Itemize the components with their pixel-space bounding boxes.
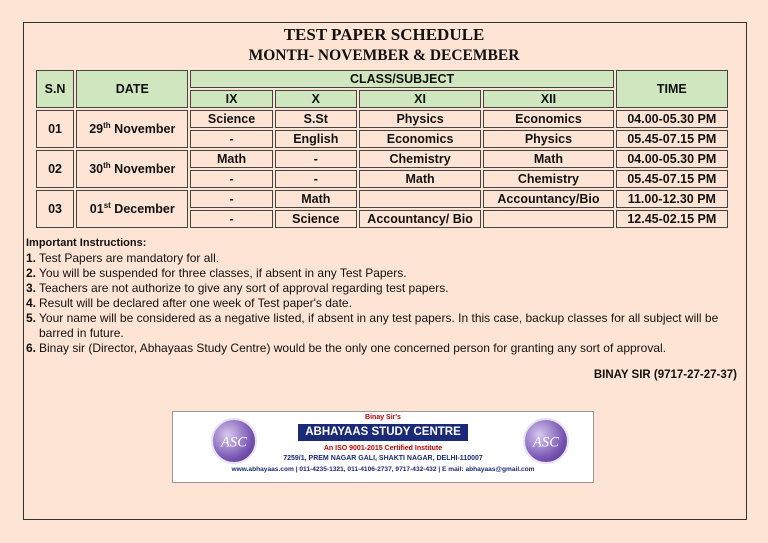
instructions <box>26 236 746 356</box>
cell-ix: - <box>190 210 272 228</box>
address-line: 7259/1, PREM NAGAR GALI, SHAKTI NAGAR, DELHI-110007 <box>283 455 483 462</box>
instruction-text: Result will be declared after one week of Test paper's date. <box>39 296 352 310</box>
table-row <box>36 190 728 208</box>
header-class-xi: XI <box>359 90 481 108</box>
table-row <box>36 150 728 168</box>
header-class-x: X <box>275 90 357 108</box>
cell-xi: Accountancy/ Bio <box>359 210 481 228</box>
cell-x: Science <box>275 210 357 228</box>
instruction-number: 2. <box>26 266 37 280</box>
cell-x: S.St <box>275 110 357 128</box>
cell-xi: Math <box>359 170 481 188</box>
cell-x: English <box>275 130 357 148</box>
header-sn: S.N <box>36 70 74 108</box>
date-day: 01 <box>89 201 104 216</box>
date-suffix: th <box>103 120 111 130</box>
cell-ix: Math <box>190 150 272 168</box>
institute-name-banner: ABHAYAAS STUDY CENTRE <box>298 424 468 441</box>
logo-text: ASC <box>221 434 247 451</box>
cell-xii: Accountancy/Bio <box>483 190 613 208</box>
cell-x: Math <box>275 190 357 208</box>
instruction-text: Test Papers are mandatory for all. <box>39 251 220 265</box>
cell-ix: - <box>190 130 272 148</box>
cell-xi: Economics <box>359 130 481 148</box>
instruction-item <box>26 311 746 341</box>
header-time: TIME <box>616 70 728 108</box>
instruction-number: 5. <box>26 311 37 325</box>
card-top-line: Binay Sir's <box>365 414 401 421</box>
signature: BINAY SIR (9717-27-27-37) <box>593 369 737 381</box>
instruction-number: 1. <box>26 251 37 265</box>
table-row <box>36 110 728 128</box>
cell-ix: - <box>190 190 272 208</box>
header-class-xii: XII <box>483 90 613 108</box>
cell-ix: - <box>190 170 272 188</box>
header-row <box>36 70 728 88</box>
cell-time: 11.00-12.30 PM <box>616 190 728 208</box>
header-date: DATE <box>76 70 188 108</box>
date-suffix: th <box>103 160 111 170</box>
asc-logo-icon <box>523 418 569 464</box>
cell-time: 12.45-02.15 PM <box>616 210 728 228</box>
instruction-item <box>26 251 746 266</box>
date-cell <box>76 150 188 188</box>
cell-xi: Physics <box>359 110 481 128</box>
instruction-text: You will be suspended for three classes, if absent in any Test Papers. <box>39 266 407 280</box>
instruction-text: Teachers are not authorize to give any sort of approval regarding test papers. <box>39 281 449 295</box>
instruction-text: Your name will be considered as a negative listed, if absent in any test papers. In this case, backup classes for all subject will be barred in future. <box>39 311 719 340</box>
instruction-item <box>26 296 746 311</box>
cell-xi <box>359 190 481 208</box>
cell-time: 04.00-05.30 PM <box>616 110 728 128</box>
instruction-number: 6. <box>26 341 37 355</box>
sn-cell: 03 <box>36 190 74 228</box>
cell-xii: Chemistry <box>483 170 613 188</box>
iso-line: An ISO 9001-2015 Certified Institute <box>323 445 443 452</box>
date-cell <box>76 110 188 148</box>
date-month: December <box>110 201 175 216</box>
date-month: November <box>110 121 176 136</box>
sn-cell: 02 <box>36 150 74 188</box>
cell-x: - <box>275 150 357 168</box>
institute-card <box>172 411 594 483</box>
date-month: November <box>110 161 176 176</box>
logo-text: ASC <box>533 434 559 451</box>
cell-time: 05.45-07.15 PM <box>616 130 728 148</box>
instruction-item <box>26 266 746 281</box>
header-class-subject: CLASS/SUBJECT <box>190 70 613 88</box>
instruction-text: Binay sir (Director, Abhayaas Study Centre) would be the only one concerned person for granting any sort of approval. <box>39 341 667 355</box>
instructions-heading: Important Instructions: <box>26 237 147 249</box>
instruction-number: 4. <box>26 296 37 310</box>
date-suffix: st <box>103 200 111 210</box>
date-day: 30 <box>89 161 104 176</box>
cell-ix: Science <box>190 110 272 128</box>
page-subtitle: MONTH- NOVEMBER & DECEMBER <box>248 47 520 64</box>
schedule-table <box>34 68 730 230</box>
cell-time: 04.00-05.30 PM <box>616 150 728 168</box>
date-cell <box>76 190 188 228</box>
instruction-item <box>26 281 746 296</box>
cell-xi: Chemistry <box>359 150 481 168</box>
cell-xii <box>483 210 613 228</box>
cell-xii: Physics <box>483 130 613 148</box>
instruction-number: 3. <box>26 281 37 295</box>
page-title: TEST PAPER SCHEDULE <box>283 25 485 44</box>
cell-time: 05.45-07.15 PM <box>616 170 728 188</box>
sn-cell: 01 <box>36 110 74 148</box>
cell-xii: Math <box>483 150 613 168</box>
instruction-item <box>26 341 746 356</box>
contact-line: www.abhayaas.com | 011-4235-1321, 011-4106-2737, 9717-432-432 | E mail: abhayaas@gmail.com <box>231 466 535 473</box>
cell-x: - <box>275 170 357 188</box>
cell-xii: Economics <box>483 110 613 128</box>
date-day: 29 <box>89 121 104 136</box>
header-class-ix: IX <box>190 90 272 108</box>
